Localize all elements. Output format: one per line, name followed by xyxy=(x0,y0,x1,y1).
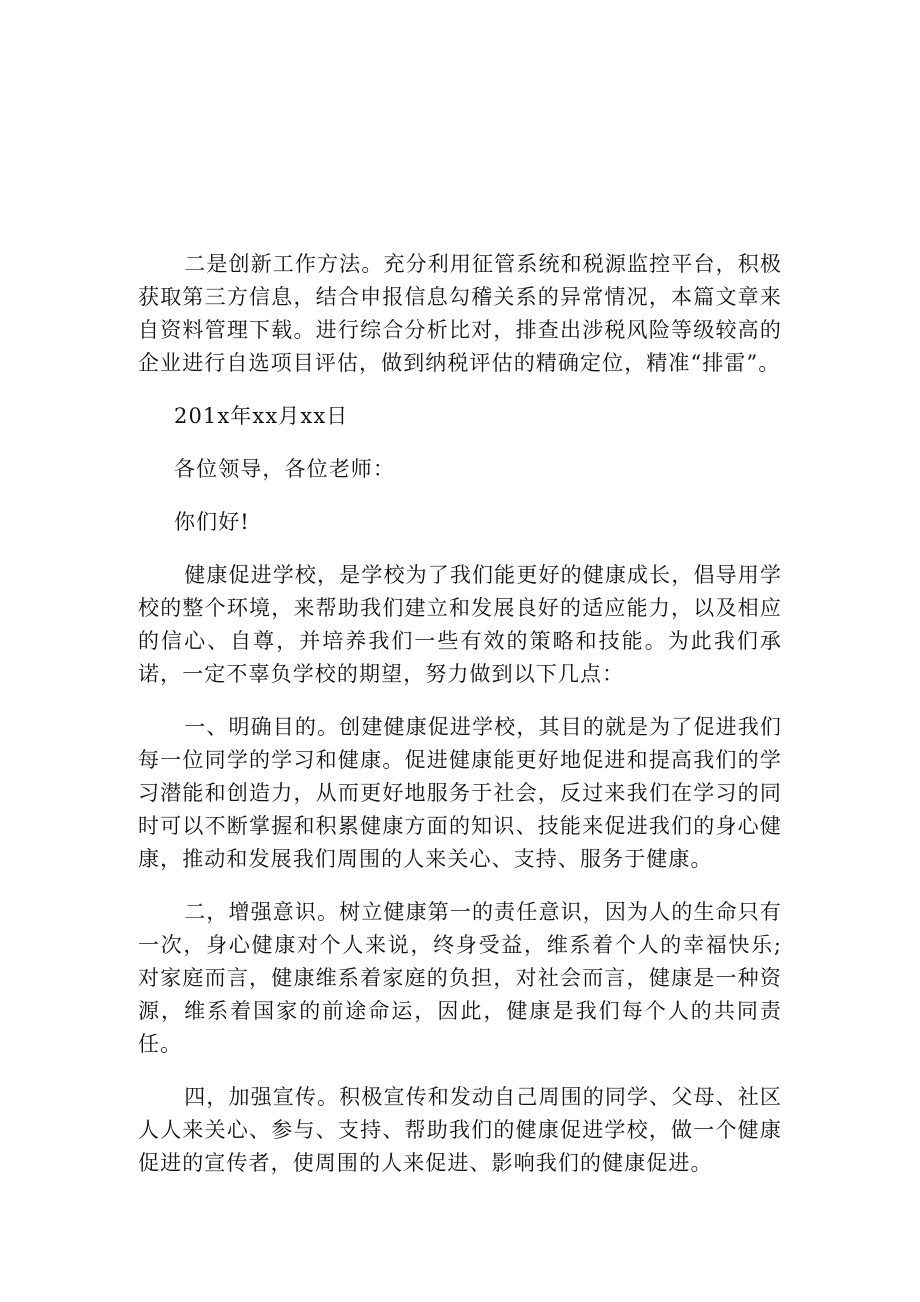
paragraph-innovation-method: 二是创新工作方法。充分利用征管系统和税源监控平台，积极获取第三方信息，结合申报信息勾稽关系的异常情况，本篇文章来自资料管理下载。进行综合分析比对，排查出涉税风险等级较高的企业进行自选项目评估，做到纳税评估的精确定位，精准“排雷”。 xyxy=(138,252,782,375)
paragraph-intro: 健康促进学校，是学校为了我们能更好的健康成长，倡导用学校的整个环境，来帮助我们建立和发展良好的适应能力，以及相应的信心、自尊，并培养我们一些有效的策略和技能。为此我们承诺，一定不辜负学校的期望，努力做到以下几点： xyxy=(138,563,782,686)
paragraph-point-two: 二，增强意识。树立健康第一的责任意识，因为人的生命只有一次，身心健康对个人来说，终身受益，维系着个人的幸福快乐;对家庭而言，健康维系着家庭的负担，对社会而言，健康是一种资源，维系着国家的前途命运，因此，健康是我们每个人的共同责任。 xyxy=(138,900,782,1056)
salutation: 各位领导，各位老师： xyxy=(174,457,395,481)
paragraph-point-four: 四，加强宣传。积极宣传和发动自己周围的同学、父母、社区人人来关心、参与、支持、帮助我们的健康促进学校，做一个健康促进的宣传者，使周围的人来促进、影响我们的健康促进。 xyxy=(138,1085,782,1175)
document-page xyxy=(138,248,782,1200)
date-line: 201x年xx月xx日 xyxy=(174,404,349,428)
paragraph-point-one: 一、明确目的。创建健康促进学校，其目的就是为了促进我们每一位同学的学习和健康。促进健康能更好地促进和提高我们的学习潜能和创造力，从而更好地服务于社会，反过来我们在学习的同时可以不断掌握和积累健康方面的知识、技能来促进我们的身心健康，推动和发展我们周围的人来关心、支持、服务于健康。 xyxy=(138,715,782,871)
greeting: 你们好! xyxy=(174,510,250,534)
